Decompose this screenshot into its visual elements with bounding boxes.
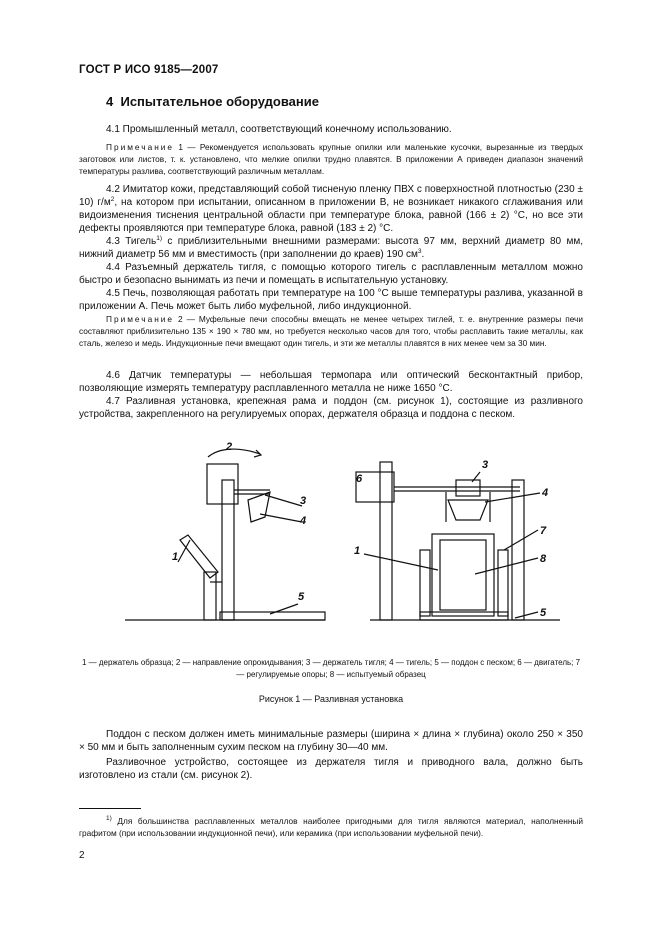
- label-5-right: 5: [540, 607, 547, 619]
- paragraph-4-7: 4.7 Разливная установка, крепежная рама и поддон (см. рисунок 1), состоящие из разливного устройства, закрепленного на регулируемых опорах, держателя образца и поддона с песком.: [79, 396, 583, 420]
- p42-text-b: , на котором при испытании, описанном в приложении В, не возникает никакого сглаживания или видоизменения тиснения центральной области при температуре блока, равной (166 ± 2) °С, но все эти дефекты проявляются при температуре блока, равной (183 ± 2) °С.: [79, 197, 583, 234]
- note-2-text: 2 — Муфельные печи способны вмещать не менее четырех тиглей, т. е. внутренние размеры печи составляют приблизительно 135 × 190 × 780 мм, но требуется несколько часов для того, чтобы расплавить такие металлы, как сталь, железо и медь. Индукционные печи вмещают один тигель, и эти же металлы плавятся в них менее чем за 30 мин.: [79, 314, 583, 348]
- paragraph-4-3: [79, 235, 583, 261]
- label-1-right: 1: [354, 545, 361, 557]
- stand-post-right-b: [512, 480, 524, 620]
- label-3-left: 3: [300, 495, 307, 507]
- paragraph-4-1: 4.1 Промышленный металл, соответствующий конечному использованию.: [106, 124, 452, 135]
- section-heading: [106, 94, 319, 109]
- label-8: 8: [540, 553, 547, 565]
- paragraph-tray: Поддон с песком должен иметь минимальные размеры (ширина × длина × глубина) около 250 × 350 × 50 мм и быть заполненным сухим песком на глубину 30—40 мм.: [79, 729, 583, 753]
- p42-text-a: 4.2 Имитатор кожи, представляющий собой тисненую пленку ПВХ с поверхностной плотностью (230 ± 10) г/м: [79, 184, 583, 208]
- label-6: 6: [356, 473, 363, 485]
- label-5-left: 5: [298, 591, 305, 603]
- tilt-arrow: [208, 449, 260, 457]
- label-7: 7: [540, 525, 547, 537]
- stand-post-right-a: [380, 462, 392, 620]
- note-1-label: Примечание: [106, 142, 175, 152]
- p43-sup: 3: [417, 248, 422, 255]
- note-1: [79, 142, 583, 177]
- paragraph-4-5: 4.5 Печь, позволяющая работать при температуре на 100 °С выше температуры разлива, указанной в приложении А. Печь может быть либо муфельной, либо индукционной.: [79, 288, 583, 312]
- p43-text-a: 4.3 Тигель: [106, 236, 157, 247]
- test-specimen: [440, 540, 486, 610]
- label-4-right: 4: [542, 487, 549, 499]
- p42-sup: 2: [110, 196, 115, 203]
- specimen-holder-right: [432, 534, 494, 616]
- figure-title: Рисунок 1 — Разливная установка: [258, 694, 404, 704]
- p43-footnote-ref: 1): [156, 235, 162, 242]
- crucible-holder-right: [456, 480, 480, 496]
- label-4-left: 4: [300, 515, 307, 527]
- page-number: 2: [79, 850, 85, 861]
- section-number: 4: [106, 94, 114, 109]
- footnote-text: Для большинства расплавленных металлов наиболее пригодными для тигля являются материал, наполненный графитом (при использовании индукционной печи), или керамика (при использовании муфельной печи).: [79, 816, 583, 838]
- p43-text-b: с приблизительными внешними размерами: высота 97 мм, верхний диаметр 80 мм, нижний диаметр 56 мм и вместимость (при заполнении до краев) 190 см: [79, 236, 583, 260]
- note-1-text: 1 — Рекомендуется использовать крупные опилки или маленькие кусочки, вырезанные из твердых заготовок или листов, т. к. установлено, что мелкие опилки трудно плавятся. В приложении А приведен диапазон значений температуры разлива, соответствующий различным металлам.: [79, 142, 583, 176]
- paragraph-4-2: [79, 183, 583, 235]
- footnote-marker: 1): [106, 815, 112, 822]
- stand-post-left: [222, 480, 234, 620]
- figure-pouring-apparatus: [120, 432, 560, 642]
- crucible-right: [448, 500, 488, 520]
- label-2: 2: [226, 441, 233, 453]
- paragraph-4-4: 4.4 Разъемный держатель тигля, с помощью которого тигель с расплавленным металлом можно быстро и безопасно вынимать из печи и помещать в испытательную установку.: [79, 262, 583, 286]
- paragraph-4-6: 4.6 Датчик температуры — небольшая термопара или оптический бесконтактный прибор, позволяющие измерять температуру расплавленного металла не ниже 1650 °С.: [79, 370, 583, 394]
- adjustable-support-b: [498, 550, 508, 616]
- note-2: [79, 314, 583, 349]
- footnote: [79, 815, 583, 839]
- section-title: Испытательное оборудование: [120, 94, 319, 109]
- label-1-left: 1: [172, 551, 179, 563]
- crucible-left: [248, 492, 270, 522]
- document-code: ГОСТ Р ИСО 9185—2007: [79, 64, 219, 76]
- p43-text-c: .: [421, 249, 425, 260]
- footnote-separator: [79, 808, 141, 809]
- adjustable-support-a: [420, 550, 430, 616]
- figure-legend: 1 — держатель образца; 2 — направление опрокидывания; 3 — держатель тигля; 4 — тигель; 5 — поддон с песком; 6 — двигатель; 7 — регулируемые опоры; 8 — испытуемый образец: [81, 658, 581, 679]
- label-3-right: 3: [482, 459, 489, 471]
- note-2-label: Примечание: [106, 314, 175, 324]
- paragraph-device: Разливочное устройство, состоящее из держателя тигля и приводного вала, должно быть изготовлено из стали (см. рисунок 2).: [79, 757, 583, 781]
